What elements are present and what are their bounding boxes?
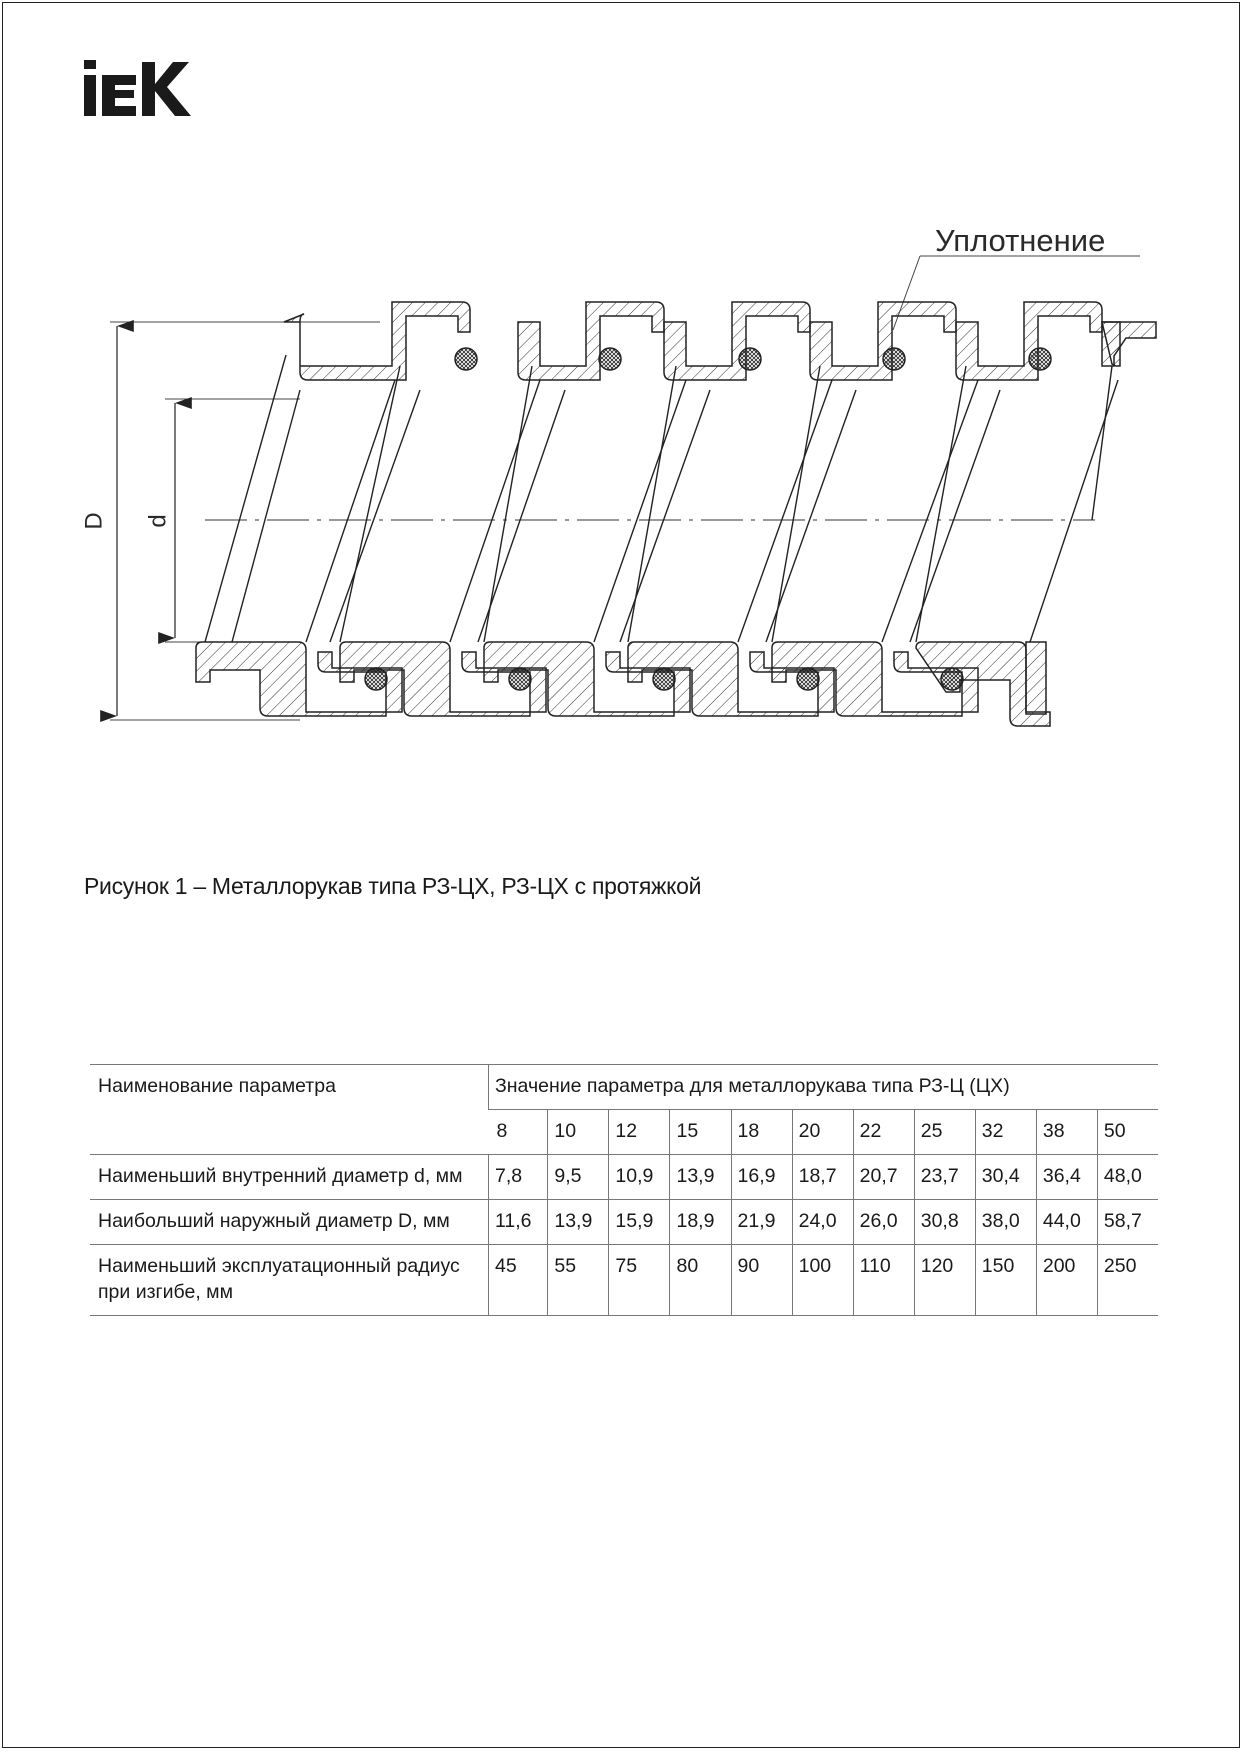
value-cell: 23,7 [914,1155,975,1200]
parameters-table [90,1064,1158,1316]
helix-line [306,380,395,642]
seal-top-2 [599,348,621,370]
size-header-cell: 32 [975,1110,1036,1155]
profile-turn-2 [518,302,664,380]
value-cell: 58,7 [1097,1200,1158,1245]
table-row [90,1200,1158,1245]
size-header-cell: 25 [914,1110,975,1155]
figure-caption: Рисунок 1 – Металлорукав типа РЗ-ЦХ, РЗ-ЦХ с протяжкой [84,873,702,899]
value-cell: 44,0 [1036,1200,1097,1245]
helix-line [1092,366,1112,520]
value-cell: 75 [609,1245,670,1316]
size-header-cell: 8 [489,1110,548,1155]
helix-line [916,366,966,642]
row-label: Наименьший эксплуатационный радиус при изгибе, мм [90,1245,489,1316]
row-label: Наименьший внутренний диаметр d, мм [90,1155,489,1200]
top-profile [284,302,1156,380]
seal-leader-arrow [893,256,920,330]
profile-turn-5 [956,302,1102,380]
value-cell: 18,7 [792,1155,853,1200]
value-cell: 30,8 [914,1200,975,1245]
helix-line [738,380,832,642]
seal-top-1 [455,348,477,370]
value-cell: 36,4 [1036,1155,1097,1200]
helix-line [484,366,532,642]
value-cell: 45 [489,1245,548,1316]
seal-bottom-3 [653,668,675,690]
helix-walls [205,355,1118,642]
inner-diameter-label: d [144,514,172,528]
value-cell: 20,7 [853,1155,914,1200]
profile-turn-3 [664,302,810,380]
helix-line [205,355,286,642]
value-cell: 13,9 [548,1200,609,1245]
seal-label: Уплотнение [935,223,1106,258]
table-row [90,1245,1158,1316]
value-cell: 38,0 [975,1200,1036,1245]
value-cell: 21,9 [731,1200,792,1245]
seal-bottom-5 [941,668,963,690]
value-cell: 26,0 [853,1200,914,1245]
helix-line [594,380,686,642]
seal-bottom-2 [509,668,531,690]
helix-line [772,366,820,642]
size-header-cell: 12 [609,1110,670,1155]
value-cell: 18,9 [670,1200,731,1245]
table-row [90,1155,1158,1200]
helix-line [766,390,856,642]
parameter-value-header: Значение параметра для металлорукава типа РЗ-Ц (ЦХ) [489,1065,1159,1110]
value-cell: 200 [1036,1245,1097,1316]
iek-logo-mark [84,60,204,116]
profile-turn-1 [284,302,470,380]
helix-line [882,380,978,642]
size-header-cell: 50 [1097,1110,1158,1155]
helix-line [450,380,540,642]
hose-drawing [0,180,1244,740]
parameter-name-header: Наименование параметра [90,1065,489,1155]
value-cell: 48,0 [1097,1155,1158,1200]
value-cell: 15,9 [609,1200,670,1245]
value-cell: 120 [914,1245,975,1316]
size-header-cell: 22 [853,1110,914,1155]
value-cell: 80 [670,1245,731,1316]
value-cell: 9,5 [548,1155,609,1200]
value-cell: 16,9 [731,1155,792,1200]
helix-line [330,390,420,642]
value-cell: 90 [731,1245,792,1316]
profile-turn-4 [810,302,956,380]
seal-bottom-4 [797,668,819,690]
row-label: Наибольший наружный диаметр D, мм [90,1200,489,1245]
value-cell: 13,9 [670,1155,731,1200]
size-header-cell: 10 [548,1110,609,1155]
size-header-cell: 15 [670,1110,731,1155]
profile-tail-top [1102,322,1156,366]
value-cell: 55 [548,1245,609,1316]
size-header-cell: 38 [1036,1110,1097,1155]
seal-top-3 [739,348,761,370]
size-header-cell: 18 [731,1110,792,1155]
value-cell: 250 [1097,1245,1158,1316]
value-cell: 100 [792,1245,853,1316]
profile-end-bottom [1026,642,1046,714]
helix-line [340,366,400,642]
table-header-row [90,1065,1158,1110]
seal-top-4 [883,348,905,370]
value-cell: 11,6 [489,1200,548,1245]
table-body [90,1155,1158,1316]
value-cell: 7,8 [489,1155,548,1200]
outer-diameter-label: D [80,512,108,530]
size-header-cell: 20 [792,1110,853,1155]
value-cell: 24,0 [792,1200,853,1245]
seal-bottom-1 [365,668,387,690]
iek-logo [84,60,204,116]
value-cell: 150 [975,1245,1036,1316]
bottom-profile [196,642,1050,726]
value-cell: 30,4 [975,1155,1036,1200]
value-cell: 10,9 [609,1155,670,1200]
seal-top-5 [1029,348,1051,370]
value-cell: 110 [853,1245,914,1316]
